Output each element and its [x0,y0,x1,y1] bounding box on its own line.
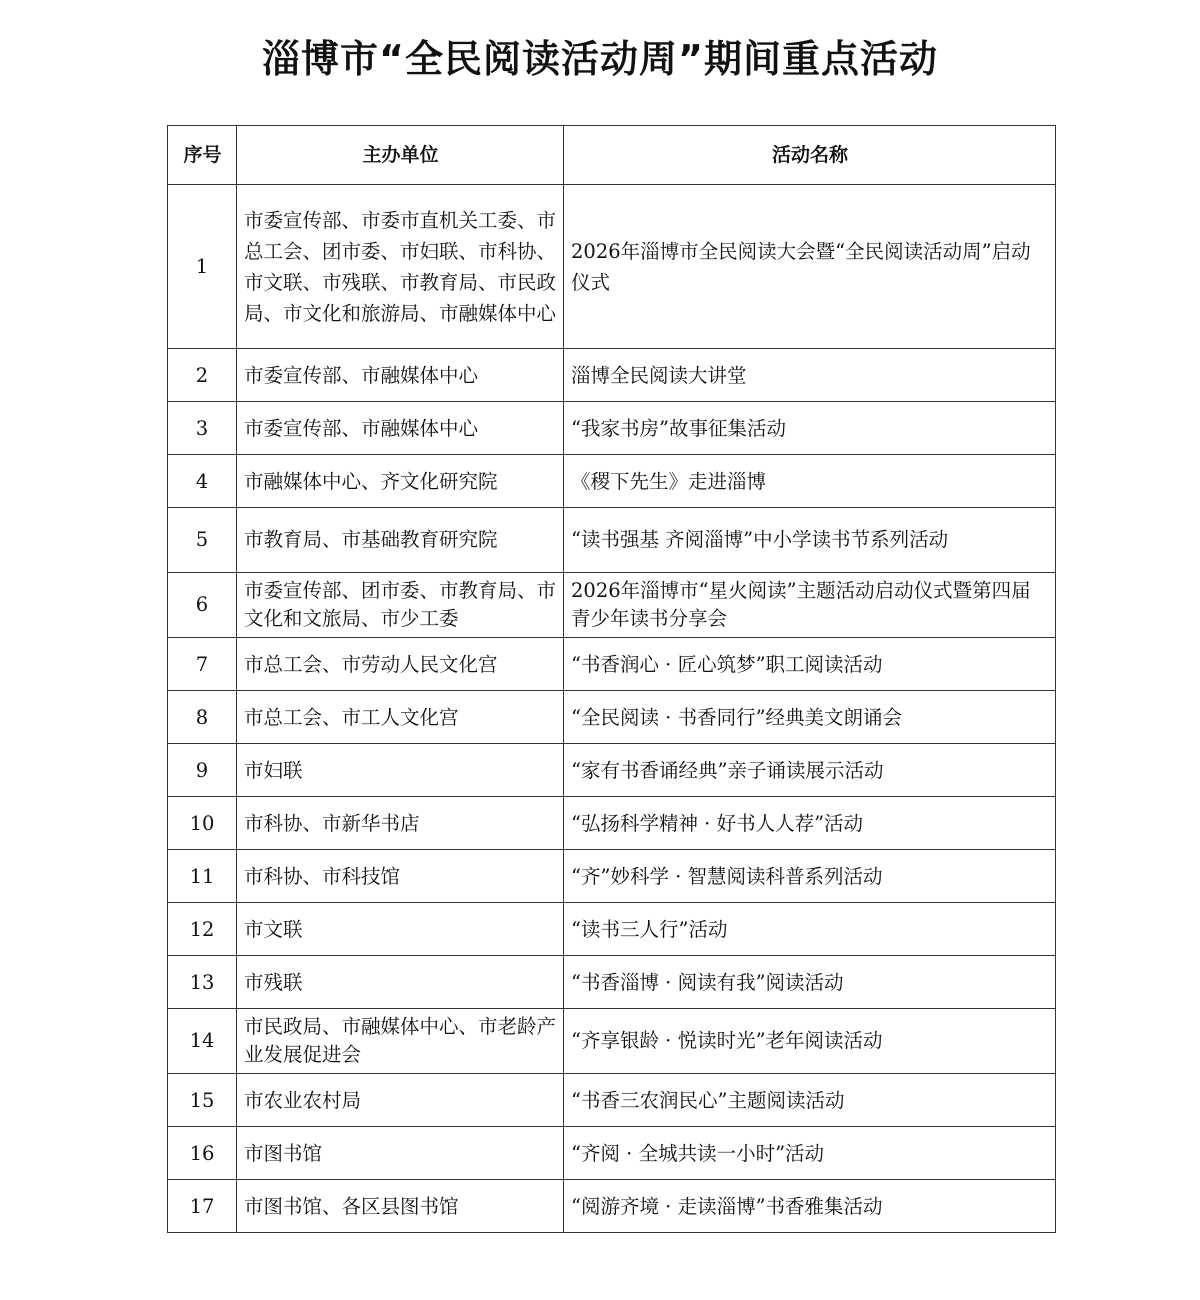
row-index: 6 [168,573,237,638]
header-activity: 活动名称 [564,126,1056,185]
table-row [168,744,1056,797]
row-organizer: 市委宣传部、市融媒体中心 [237,402,564,455]
row-organizer: 市农业农村局 [237,1074,564,1127]
row-activity: 2026年淄博市全民阅读大会暨“全民阅读活动周”启动仪式 [564,185,1056,349]
row-organizer: 市委宣传部、团市委、市教育局、市文化和文旅局、市少工委 [237,573,564,638]
header-organizer: 主办单位 [237,126,564,185]
row-organizer: 市委宣传部、市融媒体中心 [237,349,564,402]
table-row [168,573,1056,638]
row-activity: “阅游齐境 · 走读淄博”书香雅集活动 [564,1180,1056,1233]
table-row [168,1009,1056,1074]
row-index: 11 [168,850,237,903]
header-index: 序号 [168,126,237,185]
table-row [168,455,1056,508]
row-activity: 《稷下先生》走进淄博 [564,455,1056,508]
row-organizer: 市总工会、市劳动人民文化宫 [237,638,564,691]
row-index: 9 [168,744,237,797]
row-index: 15 [168,1074,237,1127]
row-activity: “弘扬科学精神 · 好书人人荐”活动 [564,797,1056,850]
row-index: 8 [168,691,237,744]
row-activity: “书香淄博 · 阅读有我”阅读活动 [564,956,1056,1009]
row-index: 7 [168,638,237,691]
row-activity: “全民阅读 · 书香同行”经典美文朗诵会 [564,691,1056,744]
row-organizer: 市科协、市新华书店 [237,797,564,850]
row-organizer: 市妇联 [237,744,564,797]
table-row [168,402,1056,455]
row-index: 1 [168,185,237,349]
row-index: 10 [168,797,237,850]
table-row [168,349,1056,402]
page-title: 淄博市“全民阅读活动周”期间重点活动 [262,37,938,81]
table-row [168,691,1056,744]
row-activity: “齐”妙科学 · 智慧阅读科普系列活动 [564,850,1056,903]
activities-table [167,125,1056,1233]
table-row [168,1180,1056,1233]
table-row [168,1074,1056,1127]
row-activity: 2026年淄博市“星火阅读”主题活动启动仪式暨第四届青少年读书分享会 [564,573,1056,638]
row-organizer: 市融媒体中心、齐文化研究院 [237,455,564,508]
table-row [168,185,1056,349]
row-organizer: 市图书馆 [237,1127,564,1180]
table-row [168,956,1056,1009]
table-row [168,638,1056,691]
row-organizer: 市民政局、市融媒体中心、市老龄产业发展促进会 [237,1009,564,1074]
table-header-row [168,126,1056,185]
row-activity: “书香润心 · 匠心筑梦”职工阅读活动 [564,638,1056,691]
table-row [168,508,1056,573]
row-activity: “齐阅 · 全城共读一小时”活动 [564,1127,1056,1180]
row-activity: “读书三人行”活动 [564,903,1056,956]
row-index: 17 [168,1180,237,1233]
row-index: 5 [168,508,237,573]
row-organizer: 市残联 [237,956,564,1009]
row-activity: “书香三农润民心”主题阅读活动 [564,1074,1056,1127]
row-activity: “我家书房”故事征集活动 [564,402,1056,455]
row-index: 3 [168,402,237,455]
row-index: 13 [168,956,237,1009]
table-row [168,797,1056,850]
row-index: 14 [168,1009,237,1074]
table-row [168,850,1056,903]
row-organizer: 市委宣传部、市委市直机关工委、市总工会、团市委、市妇联、市科协、市文联、市残联、市教育局、市民政局、市文化和旅游局、市融媒体中心 [237,185,564,349]
row-organizer: 市总工会、市工人文化宫 [237,691,564,744]
row-activity: “家有书香诵经典”亲子诵读展示活动 [564,744,1056,797]
table-row [168,903,1056,956]
row-activity: “齐享银龄 · 悦读时光”老年阅读活动 [564,1009,1056,1074]
table-row [168,1127,1056,1180]
row-activity: 淄博全民阅读大讲堂 [564,349,1056,402]
row-index: 2 [168,349,237,402]
row-organizer: 市科协、市科技馆 [237,850,564,903]
row-organizer: 市图书馆、各区县图书馆 [237,1180,564,1233]
row-organizer: 市文联 [237,903,564,956]
row-index: 12 [168,903,237,956]
row-index: 16 [168,1127,237,1180]
row-activity: “读书强基 齐阅淄博”中小学读书节系列活动 [564,508,1056,573]
row-organizer: 市教育局、市基础教育研究院 [237,508,564,573]
row-index: 4 [168,455,237,508]
